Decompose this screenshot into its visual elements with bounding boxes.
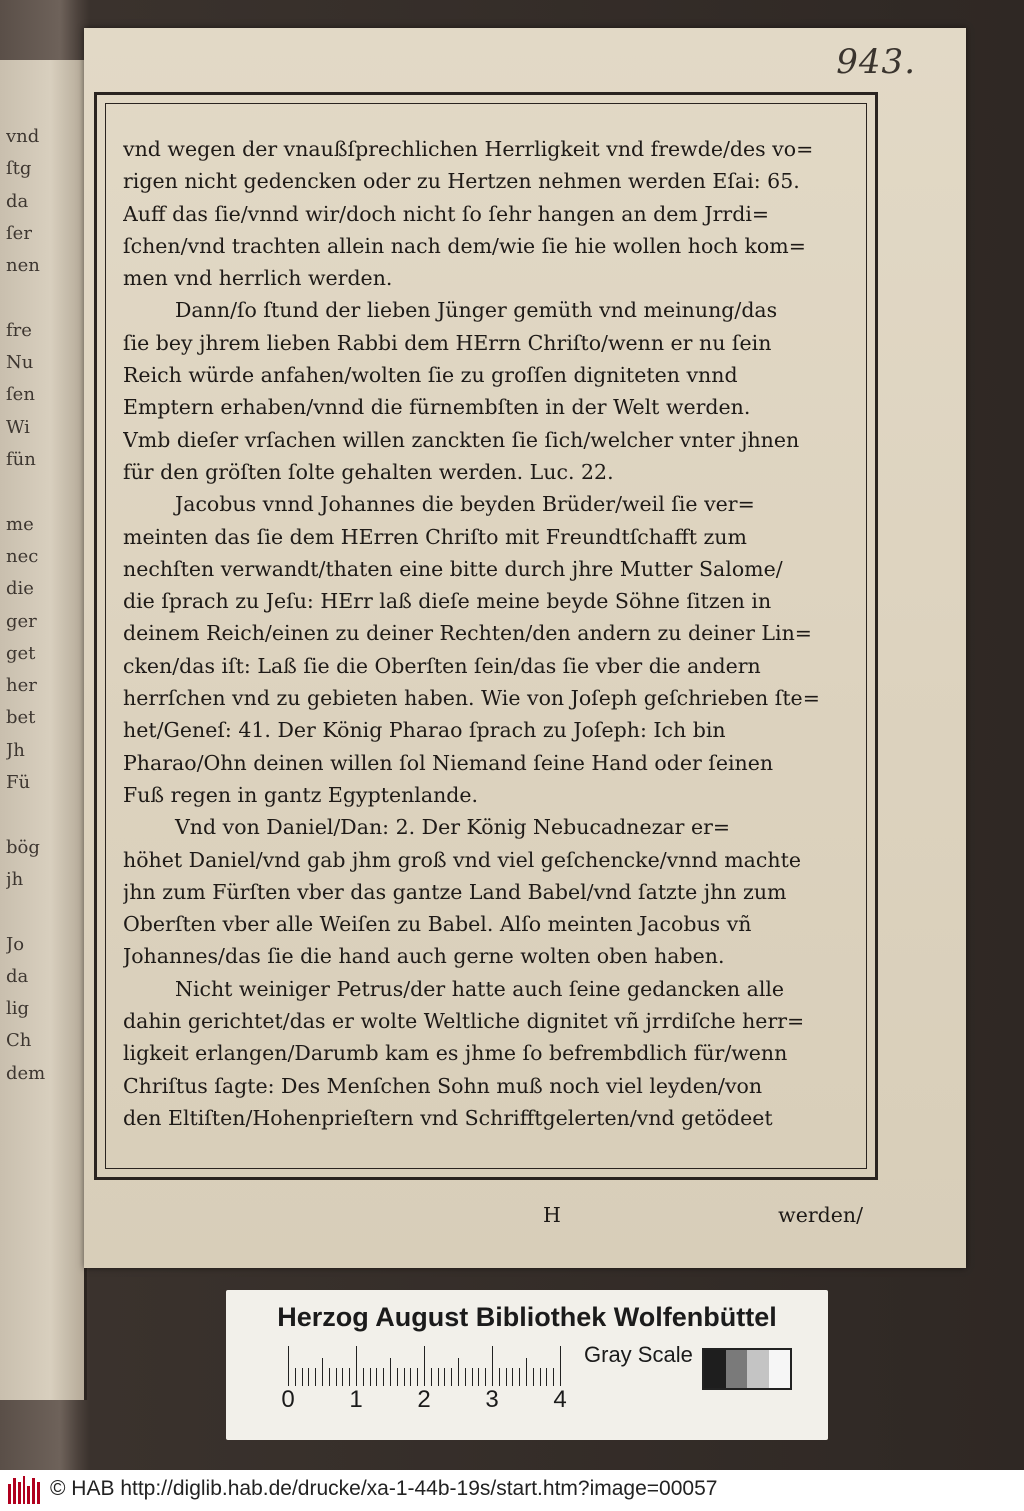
ruler-tick <box>417 1368 418 1386</box>
ruler-tick <box>540 1368 541 1386</box>
prev-page-fragment: fre <box>6 319 32 341</box>
gray-swatch <box>726 1350 748 1388</box>
ruler-tick <box>363 1368 364 1386</box>
prev-page-fragment: ſen <box>6 384 35 406</box>
ruler-tick <box>431 1368 432 1386</box>
text-line: het/Geneſ: 41. Der König Pharao ſprach zu Joſeph: Ich bin <box>123 718 726 743</box>
text-line: dahin gerichtet/das er wolte Weltliche dignitet vñ jrrdiſche herr= <box>123 1009 805 1034</box>
ruler-tick <box>472 1368 473 1386</box>
signature-mark: H <box>543 1203 561 1227</box>
text-line: für den gröſten ſolte gehalten werden. Luc. 22. <box>123 459 614 484</box>
logo-bar <box>37 1482 40 1504</box>
text-line: Oberſten vber alle Weiſen zu Babel. Alſo meinten Jacobus vñ <box>123 912 752 937</box>
prev-page-fragment: da <box>6 965 29 987</box>
ruler-tick <box>533 1368 534 1386</box>
ruler-tick <box>485 1368 486 1386</box>
prev-page-fragment: Jh <box>6 739 25 761</box>
folio-number: 943. <box>836 42 916 82</box>
prev-page-fragment: nen <box>6 255 40 277</box>
text-line: Fuß regen in gantz Egyptenlande. <box>123 782 479 807</box>
ruler-tick <box>458 1358 459 1386</box>
ruler-tick <box>336 1368 337 1386</box>
ruler-tick <box>370 1368 371 1386</box>
ruler-tick <box>478 1368 479 1386</box>
page-foot <box>123 1203 863 1235</box>
ruler-tick <box>560 1346 561 1386</box>
ruler-tick <box>308 1368 309 1386</box>
logo-bar <box>27 1486 30 1504</box>
footer-copyright-link[interactable]: © HAB http://diglib.hab.de/drucke/xa-1-44b-19s/start.htm?image=00057 <box>50 1477 718 1500</box>
ruler-tick <box>438 1368 439 1386</box>
measurement-ruler <box>288 1346 588 1386</box>
prev-page-fragment: da <box>6 190 29 212</box>
text-line: ligkeit erlangen/Darumb kam es jhme ſo befrembdlich für/wenn <box>123 1041 788 1066</box>
text-line: die ſprach zu Jeſu: HErr laß dieſe meine beyde Söhne ſitzen in <box>123 589 772 614</box>
ruler-tick <box>322 1358 323 1386</box>
prev-page-fragment: bög <box>6 836 40 858</box>
prev-page-fragment: ger <box>6 610 37 632</box>
previous-page-edge <box>0 60 87 1400</box>
text-line: jhn zum Fürſten vber das gantze Land Babel/vnd ſatzte jhn zum <box>123 879 787 904</box>
ruler-tick <box>451 1368 452 1386</box>
logo-bar <box>13 1478 16 1504</box>
text-line: höhet Daniel/vnd gab jhm groß vnd viel geſchencke/vnnd machte <box>123 847 801 872</box>
ruler-tick <box>526 1358 527 1386</box>
prev-page-fragment: vnd <box>6 126 40 147</box>
ruler-tick <box>404 1368 405 1386</box>
text-line: Pharao/Ohn deinen willen ſol Niemand ſeine Hand oder ſeinen <box>123 750 774 775</box>
text-line: rigen nicht gedencken oder zu Hertzen nehmen werden Eſai: 65. <box>123 169 800 194</box>
prev-page-fragment: get <box>6 642 36 664</box>
ruler-tick <box>410 1368 411 1386</box>
prev-page-fragment: ſer <box>6 222 32 244</box>
ruler-tick <box>499 1368 500 1386</box>
ruler-tick <box>315 1368 316 1386</box>
logo-bar <box>23 1476 26 1504</box>
ruler-tick <box>356 1346 357 1386</box>
text-line: cken/das iſt: Laß ſie die Oberſten ſein/das ſie vber die andern <box>123 653 761 678</box>
text-line: Chriſtus ſagte: Des Menſchen Sohn muß noch viel leyden/von <box>123 1073 763 1098</box>
prev-page-fragment: me <box>6 513 34 535</box>
hab-logo-icon <box>8 1476 40 1504</box>
ruler-number: 2 <box>417 1386 431 1413</box>
prev-page-fragment <box>6 901 72 923</box>
ruler-tick <box>397 1368 398 1386</box>
text-line: meinten das ſie dem HErren Chriſto mit Freundtſchafft zum <box>123 524 747 549</box>
prev-page-fragment: bet <box>6 707 36 729</box>
color-calibration-card <box>226 1290 828 1440</box>
text-line: Johannes/das ſie die hand auch gerne wolten oben haben. <box>123 944 725 969</box>
ruler-number: 1 <box>349 1386 363 1413</box>
prev-page-fragment: Jo <box>6 933 25 955</box>
page-frame <box>94 92 878 1227</box>
gray-scale-swatches <box>702 1348 792 1390</box>
text-line: vnd wegen der vnaußſprechlichen Herrligkeit vnd frewde/des vo= <box>123 137 814 161</box>
ruler-tick <box>329 1368 330 1386</box>
ruler-tick <box>444 1368 445 1386</box>
prev-page-fragment: nec <box>6 545 39 567</box>
text-line: Dann/ſo ſtund der lieben Jünger gemüth vnd meinung/das <box>175 298 778 323</box>
text-line: men vnd herrlich werden. <box>123 266 393 291</box>
gray-swatch <box>769 1350 791 1388</box>
prev-page-fragment: Wi <box>6 416 30 438</box>
ruler-tick <box>506 1368 507 1386</box>
gray-scale-label: Gray Scale <box>584 1342 693 1367</box>
gray-swatch <box>704 1350 726 1388</box>
prev-page-fragment: lig <box>6 998 30 1020</box>
text-line: herrſchen vnd zu gebieten haben. Wie von Joſeph geſchrieben ſte= <box>123 686 820 711</box>
ruler-tick <box>288 1346 289 1386</box>
text-line: ſie bey jhrem lieben Rabbi dem HErrn Chriſto/wenn er nu ſein <box>123 330 772 355</box>
ruler-tick <box>383 1368 384 1386</box>
text-line: nechſten verwandt/thaten eine bitte durch jhre Mutter Salome/ <box>123 556 783 581</box>
ruler-tick <box>424 1346 425 1386</box>
prev-page-fragment <box>6 804 72 826</box>
text-line: deinem Reich/einen zu deiner Rechten/den andern zu deiner Lin= <box>123 621 812 646</box>
ruler-tick <box>342 1368 343 1386</box>
logo-bar <box>18 1482 21 1504</box>
prev-page-fragment <box>6 288 72 310</box>
prev-page-fragment: Nu <box>6 352 34 374</box>
ruler-number: 4 <box>553 1386 567 1413</box>
text-line: den Eltiſten/Hohenprieſtern vnd Schrifftgelerten/vnd getödeet <box>123 1105 773 1130</box>
book-page <box>84 28 966 1268</box>
prev-page-fragment: dem <box>6 1062 46 1084</box>
footer-bar <box>0 1470 1024 1511</box>
ruler-tick <box>465 1368 466 1386</box>
ruler-tick <box>390 1358 391 1386</box>
ruler-tick <box>376 1368 377 1386</box>
prev-page-fragment <box>6 481 72 503</box>
logo-bar <box>32 1478 35 1504</box>
ruler-tick <box>546 1368 547 1386</box>
ruler-tick <box>295 1368 296 1386</box>
text-line: ſchen/vnd trachten allein nach dem/wie ſie hie wollen hoch kom= <box>123 233 806 258</box>
text-line: Reich würde anfahen/wolten ſie zu groſſen digniteten vnnd <box>123 363 738 388</box>
prev-page-fragment: die <box>6 578 34 600</box>
prev-page-fragment: Ch <box>6 1030 32 1052</box>
text-line: Auff das ſie/vnnd wir/doch nicht ſo ſehr hangen an dem Jrrdi= <box>123 201 770 226</box>
text-line: Vnd von Daniel/Dan: 2. Der König Nebucadnezar er= <box>175 815 731 840</box>
logo-bar <box>8 1484 11 1504</box>
prev-page-fragment: fün <box>6 449 36 470</box>
prev-page-fragment: her <box>6 675 37 697</box>
prev-page-fragment: jh <box>6 868 24 890</box>
prev-page-fragment: Fü <box>6 772 31 793</box>
text-line: Emptern erhaben/vnnd die fürnembſten in der Welt werden. <box>123 395 751 420</box>
text-line: Nicht weiniger Petrus/der hatte auch ſeine gedancken alle <box>175 976 785 1001</box>
ruler-tick <box>512 1368 513 1386</box>
ruler-tick <box>553 1368 554 1386</box>
text-line: Vmb dieſer vrſachen willen zanckten ſie ſich/welcher vnter jhnen <box>123 427 800 452</box>
prev-page-fragment: ſtg <box>6 158 32 180</box>
catchword: werden/ <box>778 1203 863 1227</box>
library-name: Herzog August Bibliothek Wolfenbüttel <box>277 1302 777 1332</box>
ruler-number: 3 <box>485 1386 499 1413</box>
ruler-number: 0 <box>281 1386 295 1413</box>
ruler-tick <box>492 1346 493 1386</box>
ruler-tick <box>349 1368 350 1386</box>
gray-swatch <box>747 1350 769 1388</box>
text-line: Jacobus vnnd Johannes die beyden Brüder/weil ſie ver= <box>175 492 755 517</box>
ruler-tick <box>302 1368 303 1386</box>
body-text <box>123 133 863 1134</box>
ruler-tick <box>519 1368 520 1386</box>
